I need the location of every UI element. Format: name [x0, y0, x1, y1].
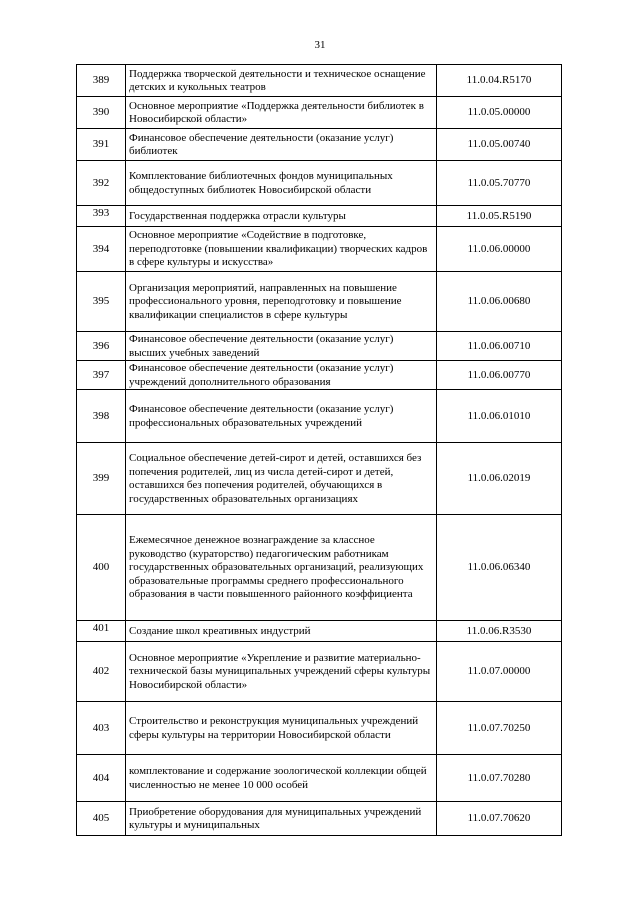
row-name: Организация мероприятий, направленных на повышение профессионального уровня, переподготовку и повышение квалификации специалистов в сфере культуры	[126, 272, 437, 332]
row-code: 11.0.04.R5170	[437, 65, 562, 97]
table-row	[77, 65, 562, 97]
row-number: 395	[77, 272, 126, 332]
table-row	[77, 129, 562, 161]
row-name: Основное мероприятие «Укрепление и развитие материально-технической базы муниципальных учреждений сферы культуры Новосибирской области»	[126, 642, 437, 702]
row-number: 401	[77, 621, 126, 642]
row-name: Финансовое обеспечение деятельности (оказание услуг) высших учебных заведений	[126, 332, 437, 361]
row-code: 11.0.06.00710	[437, 332, 562, 361]
row-number: 399	[77, 443, 126, 515]
table-row	[77, 621, 562, 642]
table-row	[77, 161, 562, 206]
row-number: 405	[77, 802, 126, 836]
table-row	[77, 206, 562, 227]
table-row	[77, 272, 562, 332]
table-row	[77, 802, 562, 836]
row-code: 11.0.07.70620	[437, 802, 562, 836]
table-row	[77, 642, 562, 702]
table-row	[77, 443, 562, 515]
row-code: 11.0.05.00740	[437, 129, 562, 161]
row-name: Поддержка творческой деятельности и техническое оснащение детских и кукольных театров	[126, 65, 437, 97]
row-name: Государственная поддержка отрасли культуры	[126, 206, 437, 227]
table-row	[77, 390, 562, 443]
row-number: 397	[77, 361, 126, 390]
row-code: 11.0.06.01010	[437, 390, 562, 443]
row-code: 11.0.06.02019	[437, 443, 562, 515]
row-number: 394	[77, 227, 126, 272]
row-code: 11.0.07.70250	[437, 702, 562, 755]
row-number: 403	[77, 702, 126, 755]
row-code: 11.0.05.70770	[437, 161, 562, 206]
row-number: 391	[77, 129, 126, 161]
row-number: 400	[77, 515, 126, 621]
table-row	[77, 702, 562, 755]
table-row	[77, 332, 562, 361]
budget-codes-table	[76, 64, 562, 836]
row-number: 398	[77, 390, 126, 443]
row-number: 392	[77, 161, 126, 206]
row-name: Социальное обеспечение детей-сирот и детей, оставшихся без попечения родителей, лиц из числа детей-сирот и детей, оставшихся без попечения родителей, обучающихся в государственных образовательных организациях	[126, 443, 437, 515]
row-name: Строительство и реконструкция муниципальных учреждений сферы культуры на территории Новосибирской области	[126, 702, 437, 755]
page-number: 31	[314, 39, 326, 51]
row-code: 11.0.06.R3530	[437, 621, 562, 642]
row-number: 402	[77, 642, 126, 702]
row-name: Ежемесячное денежное вознаграждение за классное руководство (кураторство) педагогическим работникам государственных образовательных организаций, реализующих образовательные программы среднего профессионального образования в части повышенного районного коэффициента	[126, 515, 437, 621]
row-number: 390	[77, 97, 126, 129]
row-name: Приобретение оборудования для муниципальных учреждений культуры и муниципальных	[126, 802, 437, 836]
row-number: 393	[77, 206, 126, 227]
row-code: 11.0.06.00770	[437, 361, 562, 390]
row-number: 396	[77, 332, 126, 361]
row-name: Финансовое обеспечение деятельности (оказание услуг) учреждений дополнительного образования	[126, 361, 437, 390]
row-number: 404	[77, 755, 126, 802]
row-code: 11.0.07.70280	[437, 755, 562, 802]
table-body	[77, 65, 562, 836]
table-row	[77, 515, 562, 621]
table-row	[77, 97, 562, 129]
row-number: 389	[77, 65, 126, 97]
row-name: Основное мероприятие «Поддержка деятельности библиотек в Новосибирской области»	[126, 97, 437, 129]
row-name: Основное мероприятие «Содействие в подготовке, переподготовке (повышении квалификации) творческих кадров в сфере культуры и искусства»	[126, 227, 437, 272]
row-code: 11.0.06.00680	[437, 272, 562, 332]
table-row	[77, 227, 562, 272]
row-code: 11.0.05.00000	[437, 97, 562, 129]
table-row	[77, 755, 562, 802]
row-code: 11.0.06.06340	[437, 515, 562, 621]
row-code: 11.0.06.00000	[437, 227, 562, 272]
row-code: 11.0.05.R5190	[437, 206, 562, 227]
row-name: комплектование и содержание зоологической коллекции общей численностью не менее 10 000 особей	[126, 755, 437, 802]
row-name: Создание школ креативных индустрий	[126, 621, 437, 642]
row-code: 11.0.07.00000	[437, 642, 562, 702]
row-name: Финансовое обеспечение деятельности (оказание услуг) библиотек	[126, 129, 437, 161]
row-name: Финансовое обеспечение деятельности (оказание услуг) профессиональных образовательных учреждений	[126, 390, 437, 443]
row-name: Комплектование библиотечных фондов муниципальных общедоступных библиотек Новосибирской области	[126, 161, 437, 206]
table-row	[77, 361, 562, 390]
